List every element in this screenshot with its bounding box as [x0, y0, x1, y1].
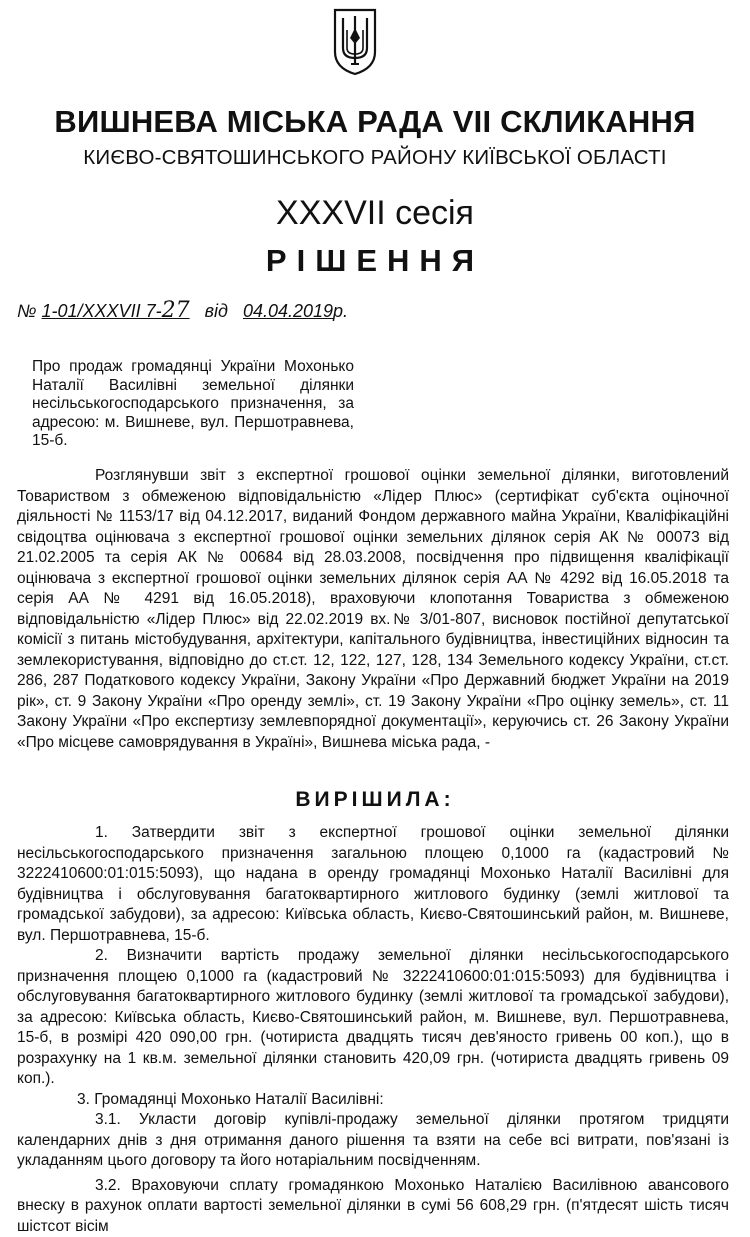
item-3: 3. Громадянці Мохонько Наталії Василівні:	[17, 1090, 729, 1111]
date-from-label: від	[205, 301, 228, 321]
decision-title: РІШЕННЯ	[0, 243, 750, 279]
decision-number-handwritten: 27	[162, 298, 190, 323]
decision-number-line	[17, 298, 348, 323]
year-suffix: р.	[333, 301, 348, 321]
number-sign: №	[17, 301, 37, 321]
item-3-1: 3.1. Укласти договір купівлі-продажу земельної ділянки протягом тридцяти календарних днів з дня отримання даного рішення та взяти на себе всі витрати, пов'язані із укладанням цього договору та його нотаріальним посвідченням.	[17, 1110, 729, 1172]
decision-date: 04.04.2019	[243, 301, 333, 321]
preamble	[17, 466, 729, 753]
decision-number	[42, 301, 190, 321]
session-title: XXXVII сесія	[0, 194, 750, 233]
decision-items	[17, 823, 729, 1237]
decision-subject: Про продаж громадянці України Мохонько Наталії Василівні земельної ділянки несільськогосподарського призначення, за адресою: м. Вишневе, вул. Першотравнева, 15-б.	[32, 358, 354, 451]
preamble-text: Розглянувши звіт з експертної грошової оцінки земельної ділянки, виготовлений Товариством з обмеженою відповідальністю «Лідер Плюс» (сертифікат суб'єкта оціночної діяльності № 1153/17 від 04.12.2017, виданий Фондом державного майна України, Кваліфікаційні свідоцтва оцінювача з експертної грошової оцінки земельних ділянок серія АК № 00073 від 21.02.2005 та серія АК № 00684 від 28.03.2008, посвідчення про підвищення кваліфікації оцінювача з експертної грошової оцінки земельних ділянок серія АА № 4292 від 16.05.2018 та серія АА № 4291 від 16.05.2018), враховуючи клопотання Товариства з обмеженою відповідальністю «Лідер Плюс» від 22.02.2019 вх.№ 3/01-807, висновок постійної депутатської комісії з питань містобудування, архітектури, капітального будівництва, інвестиційних відносин та землекористування, відповідно до ст.ст. 12, 122, 127, 128, 134 Земельного кодексу України, ст.ст. 286, 287 Податкового кодексу України, Закону України «Про Державний бюджет України на 2019 рік», ст. 9 Закону України «Про оренду землі», ст. 19 Закону України «Про оцінку земель», ст. 11 Закону України «Про експертизу землевпорядної документації», керуючись ст. 26 Закону України «Про місцеве самоврядування в Україні», Вишнева міська рада, -	[17, 466, 729, 753]
resolved-heading: ВИРІШИЛА:	[0, 788, 750, 812]
decision-number-printed: 1-01/XXXVII 7-	[42, 301, 162, 321]
item-1: 1. Затвердити звіт з експертної грошової оцінки земельної ділянки несільськогосподарського призначення загальною площею 0,1000 га (кадастровий № 3222410600:01:015:5093), що надана в оренду громадянці Мохонько Наталії Василівні для будівництва і обслуговування багатоквартирного житлового будинку (землі житлової та громадської забудови), за адресою: Київська область, Києво-Святошинський район, м. Вишневе, вул. Першотравнева, 15-б.	[17, 823, 729, 946]
district-title: КИЄВО-СВЯТОШИНСЬКОГО РАЙОНУ КИЇВСЬКОЇ ОБЛАСТІ	[0, 146, 750, 170]
council-title: ВИШНЕВА МІСЬКА РАДА VII СКЛИКАННЯ	[0, 104, 750, 140]
item-2: 2. Визначити вартість продажу земельної ділянки несільськогосподарського призначення площею 0,1000 га (кадастровий № 3222410600:01:015:5093) для будівництва і обслуговування багатоквартирного житлового будинку (землі житлової та громадської забудови), за адресою: Київська область, Києво-Святошинський район, м. Вишневе, вул. Першотравнева, 15-б, в розмірі 420 090,00 грн. (чотириста двадцять тисяч дев'яносто гривень 00 коп.), що в розрахунку на 1 кв.м. земельної ділянки становить 420,09 грн. (чотириста двадцять гривень 09 коп.).	[17, 946, 729, 1090]
coat-of-arms-icon	[333, 8, 377, 76]
item-3-2: 3.2. Враховуючи сплату громадянкою Мохонько Наталією Василівною авансового внеску в рахунок оплати вартості земельної ділянки в сумі 56 608,29 грн. (п'ятдесят шість тисяч шістсот вісім	[17, 1176, 729, 1237]
